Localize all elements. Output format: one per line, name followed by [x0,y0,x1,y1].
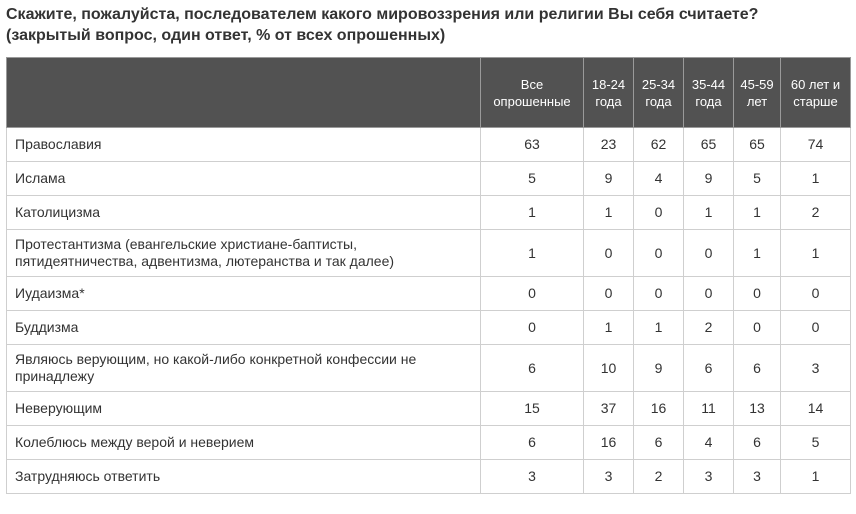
cell-value: 14 [781,392,851,426]
cell-value: 11 [684,392,734,426]
column-header-all: Все опрошенные [481,58,584,128]
cell-value: 63 [481,128,584,162]
cell-value: 5 [734,162,781,196]
cell-value: 10 [584,345,634,392]
cell-value: 9 [584,162,634,196]
cell-value: 37 [584,392,634,426]
table-row [7,392,851,426]
cell-value: 3 [734,460,781,494]
cell-value: 74 [781,128,851,162]
cell-value: 1 [634,311,684,345]
table-row [7,426,851,460]
cell-value: 1 [684,196,734,230]
cell-value: 0 [734,311,781,345]
cell-value: 0 [584,277,634,311]
cell-value: 0 [634,196,684,230]
cell-value: 6 [481,426,584,460]
cell-value: 65 [684,128,734,162]
column-header-45-59: 45-59 лет [734,58,781,128]
cell-value: 1 [734,230,781,277]
cell-value: 9 [634,345,684,392]
cell-value: 1 [481,230,584,277]
table-row [7,230,851,277]
cell-value: 0 [684,277,734,311]
cell-value: 1 [584,311,634,345]
row-label: Протестантизма (евангельские христиане-баптисты, пятидеятничества, адвентизма, лютеранства и так далее) [7,230,481,277]
cell-value: 1 [481,196,584,230]
cell-value: 16 [584,426,634,460]
cell-value: 62 [634,128,684,162]
cell-value: 4 [634,162,684,196]
row-label: Являюсь верующим, но какой-либо конкретной конфессии не принадлежу [7,345,481,392]
survey-title [6,4,852,46]
cell-value: 1 [781,162,851,196]
cell-value: 2 [634,460,684,494]
title-subtitle: (закрытый вопрос, один ответ, % от всех опрошенных) [6,27,446,44]
cell-value: 3 [584,460,634,494]
cell-value: 3 [481,460,584,494]
row-label: Иудаизма* [7,277,481,311]
column-header-60-plus: 60 лет и старше [781,58,851,128]
table-row [7,345,851,392]
cell-value: 1 [584,196,634,230]
cell-value: 0 [634,230,684,277]
cell-value: 0 [584,230,634,277]
cell-value: 16 [634,392,684,426]
column-header-answer [7,58,481,128]
cell-value: 0 [781,311,851,345]
table-row [7,162,851,196]
cell-value: 0 [684,230,734,277]
cell-value: 0 [481,311,584,345]
cell-value: 23 [584,128,634,162]
table-row [7,277,851,311]
cell-value: 3 [684,460,734,494]
cell-value: 9 [684,162,734,196]
cell-value: 3 [781,345,851,392]
results-table [6,57,851,494]
cell-value: 5 [781,426,851,460]
row-label: Затрудняюсь ответить [7,460,481,494]
column-header-35-44: 35-44 года [684,58,734,128]
cell-value: 2 [781,196,851,230]
cell-value: 6 [684,345,734,392]
cell-value: 1 [781,230,851,277]
table-header-row [7,58,851,128]
row-label: Православия [7,128,481,162]
cell-value: 0 [481,277,584,311]
cell-value: 6 [734,426,781,460]
title-question: Скажите, пожалуйста, последователем какого мировоззрения или религии Вы себя считаете? [6,6,759,23]
row-label: Буддизма [7,311,481,345]
table-row [7,128,851,162]
cell-value: 0 [634,277,684,311]
cell-value: 4 [684,426,734,460]
cell-value: 2 [684,311,734,345]
table-row [7,311,851,345]
cell-value: 6 [734,345,781,392]
column-header-18-24: 18-24 года [584,58,634,128]
cell-value: 5 [481,162,584,196]
cell-value: 1 [734,196,781,230]
column-header-25-34: 25-34 года [634,58,684,128]
cell-value: 13 [734,392,781,426]
cell-value: 65 [734,128,781,162]
cell-value: 15 [481,392,584,426]
cell-value: 0 [734,277,781,311]
cell-value: 6 [634,426,684,460]
row-label: Ислама [7,162,481,196]
table-row [7,196,851,230]
row-label: Католицизма [7,196,481,230]
cell-value: 1 [781,460,851,494]
cell-value: 0 [781,277,851,311]
cell-value: 6 [481,345,584,392]
row-label: Неверующим [7,392,481,426]
table-row [7,460,851,494]
row-label: Колеблюсь между верой и неверием [7,426,481,460]
